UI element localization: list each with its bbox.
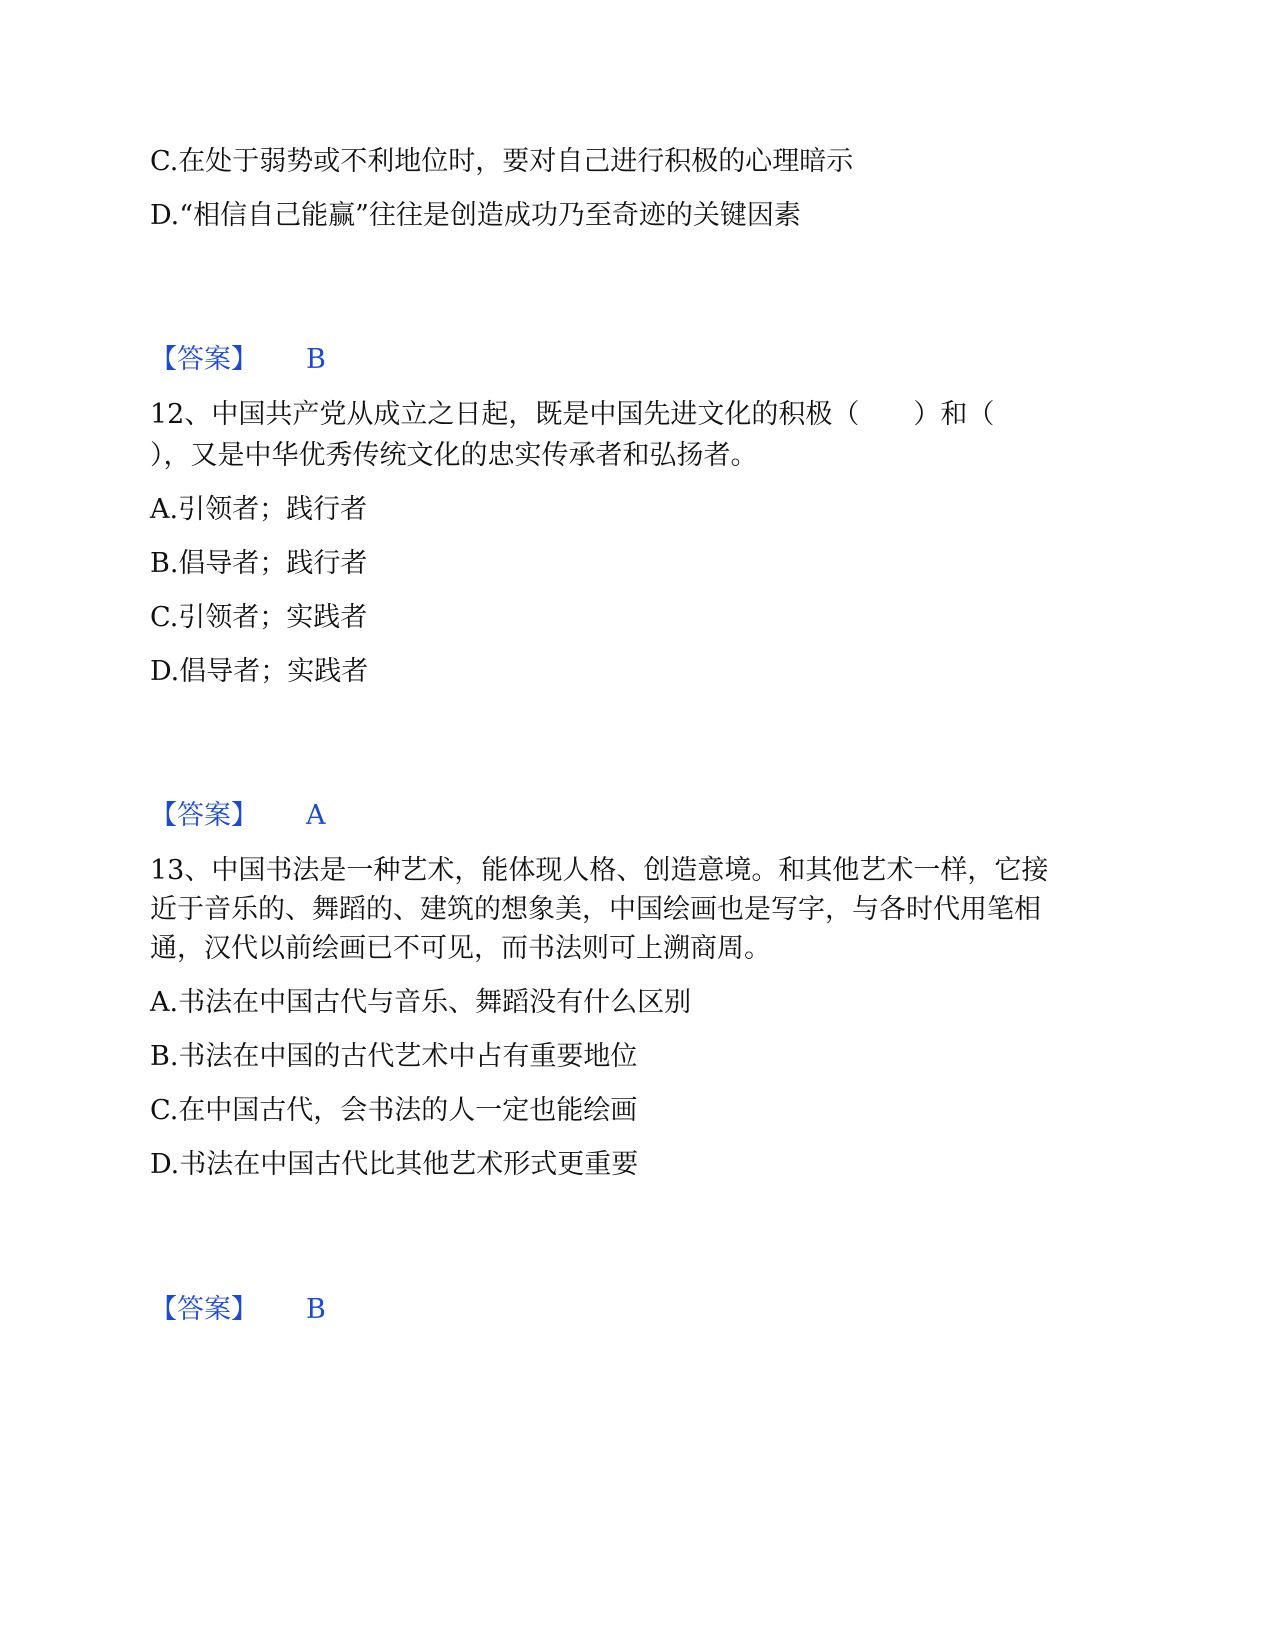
question-12-option-d: D.倡导者；实践者 <box>150 656 369 687</box>
answer-label: 【答案】 <box>150 1294 258 1325</box>
answer-13 <box>150 1290 326 1330</box>
question-12-line-1: 12、中国共产党从成立之日起，既是中国先进文化的积极（ ）和（ <box>150 399 995 430</box>
question-13-option-a: A.书法在中国古代与音乐、舞蹈没有什么区别 <box>150 987 692 1018</box>
question-13-line-3: 通，汉代以前绘画已不可见，而书法则可上溯商周。 <box>150 933 771 964</box>
answer-value: B <box>306 1294 326 1325</box>
answer-value: B <box>306 344 326 375</box>
question-13-line-1: 13、中国书法是一种艺术，能体现人格、创造意境。和其他艺术一样，它接 <box>150 855 1049 886</box>
question-13-option-b: B.书法在中国的古代艺术中占有重要地位 <box>150 1041 638 1072</box>
question-12-line-2: ），又是中华优秀传统文化的忠实传承者和弘扬者。 <box>150 440 758 471</box>
answer-label: 【答案】 <box>150 344 258 375</box>
answer-label: 【答案】 <box>150 800 258 831</box>
option-c-prev: C.在处于弱势或不利地位时，要对自己进行积极的心理暗示 <box>150 146 854 177</box>
question-12-option-b: B.倡导者；践行者 <box>150 548 368 579</box>
question-12-option-c: C.引领者；实践者 <box>150 602 368 633</box>
answer-11 <box>150 340 326 380</box>
question-13-line-2: 近于音乐的、舞蹈的、建筑的想象美，中国绘画也是写字，与各时代用笔相 <box>150 894 1041 925</box>
option-d-prev: D.“相信自己能赢”往往是创造成功乃至奇迹的关键因素 <box>150 200 801 231</box>
answer-12 <box>150 796 326 836</box>
answer-value: A <box>306 800 326 831</box>
question-12-option-a: A.引领者；践行者 <box>150 494 368 525</box>
question-13-option-c: C.在中国古代，会书法的人一定也能绘画 <box>150 1095 638 1126</box>
question-13-option-d: D.书法在中国古代比其他艺术形式更重要 <box>150 1149 639 1180</box>
